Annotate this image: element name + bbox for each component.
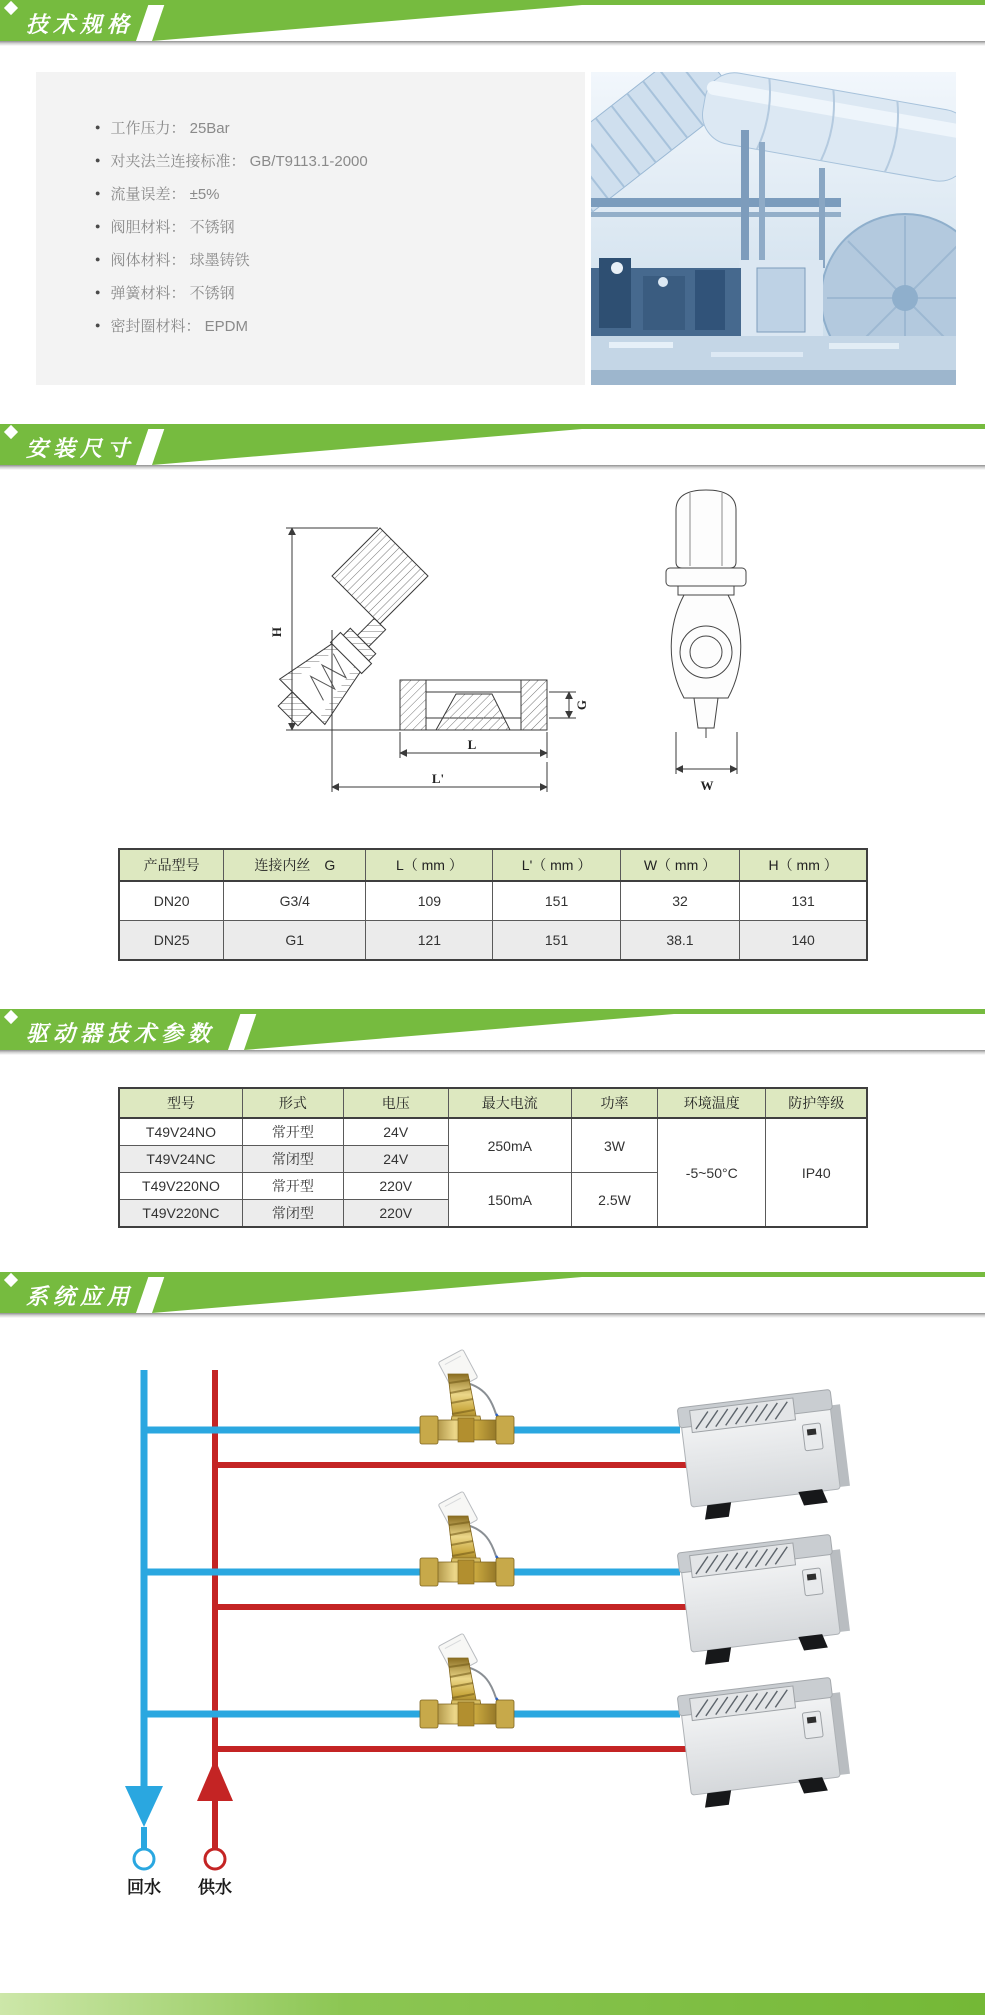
cell: T49V24NO [119,1118,242,1146]
bullet-icon: ● [95,188,101,198]
cell: DN25 [119,921,224,961]
col-header: 形式 [242,1088,343,1118]
spec-item [95,210,585,243]
spec-text: 密封圈材料： EPDM [110,318,248,335]
spec-text: 流量误差： ±5% [110,186,220,203]
spec-item [95,111,585,144]
cell: T49V220NO [119,1173,242,1200]
cell-max-current-24: 250mA [448,1118,571,1173]
return-flow-arrow-icon [125,1786,163,1827]
return-branches [144,1430,680,1714]
cell: 24V [343,1118,448,1146]
cell: 常闭型 [242,1146,343,1173]
actuator-table [118,1087,868,1228]
cell: G3/4 [224,881,366,921]
spec-item [95,177,585,210]
cell: 151 [493,881,620,921]
col-header: H（ mm ） [740,849,867,881]
spec-item [95,243,585,276]
table-row [119,881,867,921]
dim-label-l: L [467,737,477,752]
section-title: 安装尺寸 [26,436,135,461]
cell: G1 [224,921,366,961]
spec-text: 阀体材料： 球墨铸铁 [110,252,250,269]
bullet-icon: ● [95,254,101,264]
cell: 121 [366,921,493,961]
dim-label-h: H [269,626,284,638]
cell: 32 [620,881,740,921]
cell: 常开型 [242,1173,343,1200]
section-title: 驱动器技术参数 [26,1021,216,1046]
section-header-actuator [0,1009,985,1055]
spec-text: 弹簧材料： 不锈钢 [110,285,235,302]
col-header: 最大电流 [448,1088,571,1118]
section-header-specs [0,0,985,46]
section-header-dimensions [0,424,985,470]
banner-shadow [0,465,985,470]
col-header: W（ mm ） [620,849,740,881]
installation-drawing [0,480,985,850]
cell: 常开型 [242,1118,343,1146]
cell: 140 [740,921,867,961]
banner-wedge [152,0,582,41]
spec-item [95,276,585,309]
section-header-application [0,1272,985,1318]
table-row [119,921,867,961]
bullet-icon: ● [95,122,101,132]
bullet-icon: ● [95,287,101,297]
balancing-valve [420,1349,514,1444]
bullet-icon: ● [95,221,101,231]
return-water-label: 回水 [127,1878,161,1897]
supply-port-circle [205,1849,225,1869]
spec-text: 对夹法兰连接标准： GB/T9113.1-2000 [110,153,368,170]
cell-protection-class: IP40 [766,1118,867,1227]
footer-accent-bar [0,1993,985,2015]
dim-label-l-prime: L' [431,771,445,786]
dimension-table [118,848,868,961]
cell: 151 [493,921,620,961]
col-header: 产品型号 [119,849,224,881]
spec-item [95,144,585,177]
cell: T49V24NC [119,1146,242,1173]
spec-item [95,309,585,342]
banner-wedge [152,1272,582,1313]
return-port-circle [134,1849,154,1869]
col-header: L'（ mm ） [493,849,620,881]
fcu-control-panel [802,1423,823,1451]
col-header: 连接内丝 G [224,849,366,881]
col-header: 功率 [572,1088,658,1118]
cell: 24V [343,1146,448,1173]
cell: 220V [343,1200,448,1228]
bullet-icon: ● [95,155,101,165]
plant-room-photo [591,72,956,385]
return-riser [125,1370,163,1869]
cell-max-current-220: 150mA [448,1173,571,1228]
cell: DN20 [119,881,224,921]
col-header: 环境温度 [658,1088,766,1118]
cell: 常闭型 [242,1200,343,1228]
dim-label-w: W [700,778,714,793]
cell-power-24: 3W [572,1118,658,1173]
cell: T49V220NC [119,1200,242,1228]
table-header-row [119,1088,867,1118]
col-header: 电压 [343,1088,448,1118]
bullet-icon: ● [95,320,101,330]
specs-list [36,72,585,342]
cell-ambient-temp: -5~50°C [658,1118,766,1227]
section-title: 技术规格 [26,12,135,37]
section-title: 系统应用 [26,1284,135,1309]
spec-text: 工作压力： 25Bar [110,120,230,137]
supply-flow-arrow-icon [197,1759,233,1801]
cell: 220V [343,1173,448,1200]
col-header: 型号 [119,1088,242,1118]
col-header: 防护等级 [766,1088,867,1118]
specs-panel [36,72,585,385]
table-row [119,1118,867,1146]
system-application-diagram [0,1340,985,1915]
banner-shadow [0,1313,985,1318]
banner-shadow [0,41,985,46]
cell-power-220: 2.5W [572,1173,658,1228]
supply-riser [197,1370,233,1869]
spec-text: 阀胆材料： 不锈钢 [110,219,235,236]
banner-shadow [0,1050,985,1055]
cell: 109 [366,881,493,921]
col-header: L（ mm ） [366,849,493,881]
fan-coil-unit [677,1388,852,1521]
banner-wedge [244,1009,674,1050]
table-header-row [119,849,867,881]
banner-wedge [152,424,582,465]
cell: 131 [740,881,867,921]
cell: 38.1 [620,921,740,961]
supply-water-label: 供水 [198,1878,232,1897]
dim-label-g: G [574,699,589,711]
